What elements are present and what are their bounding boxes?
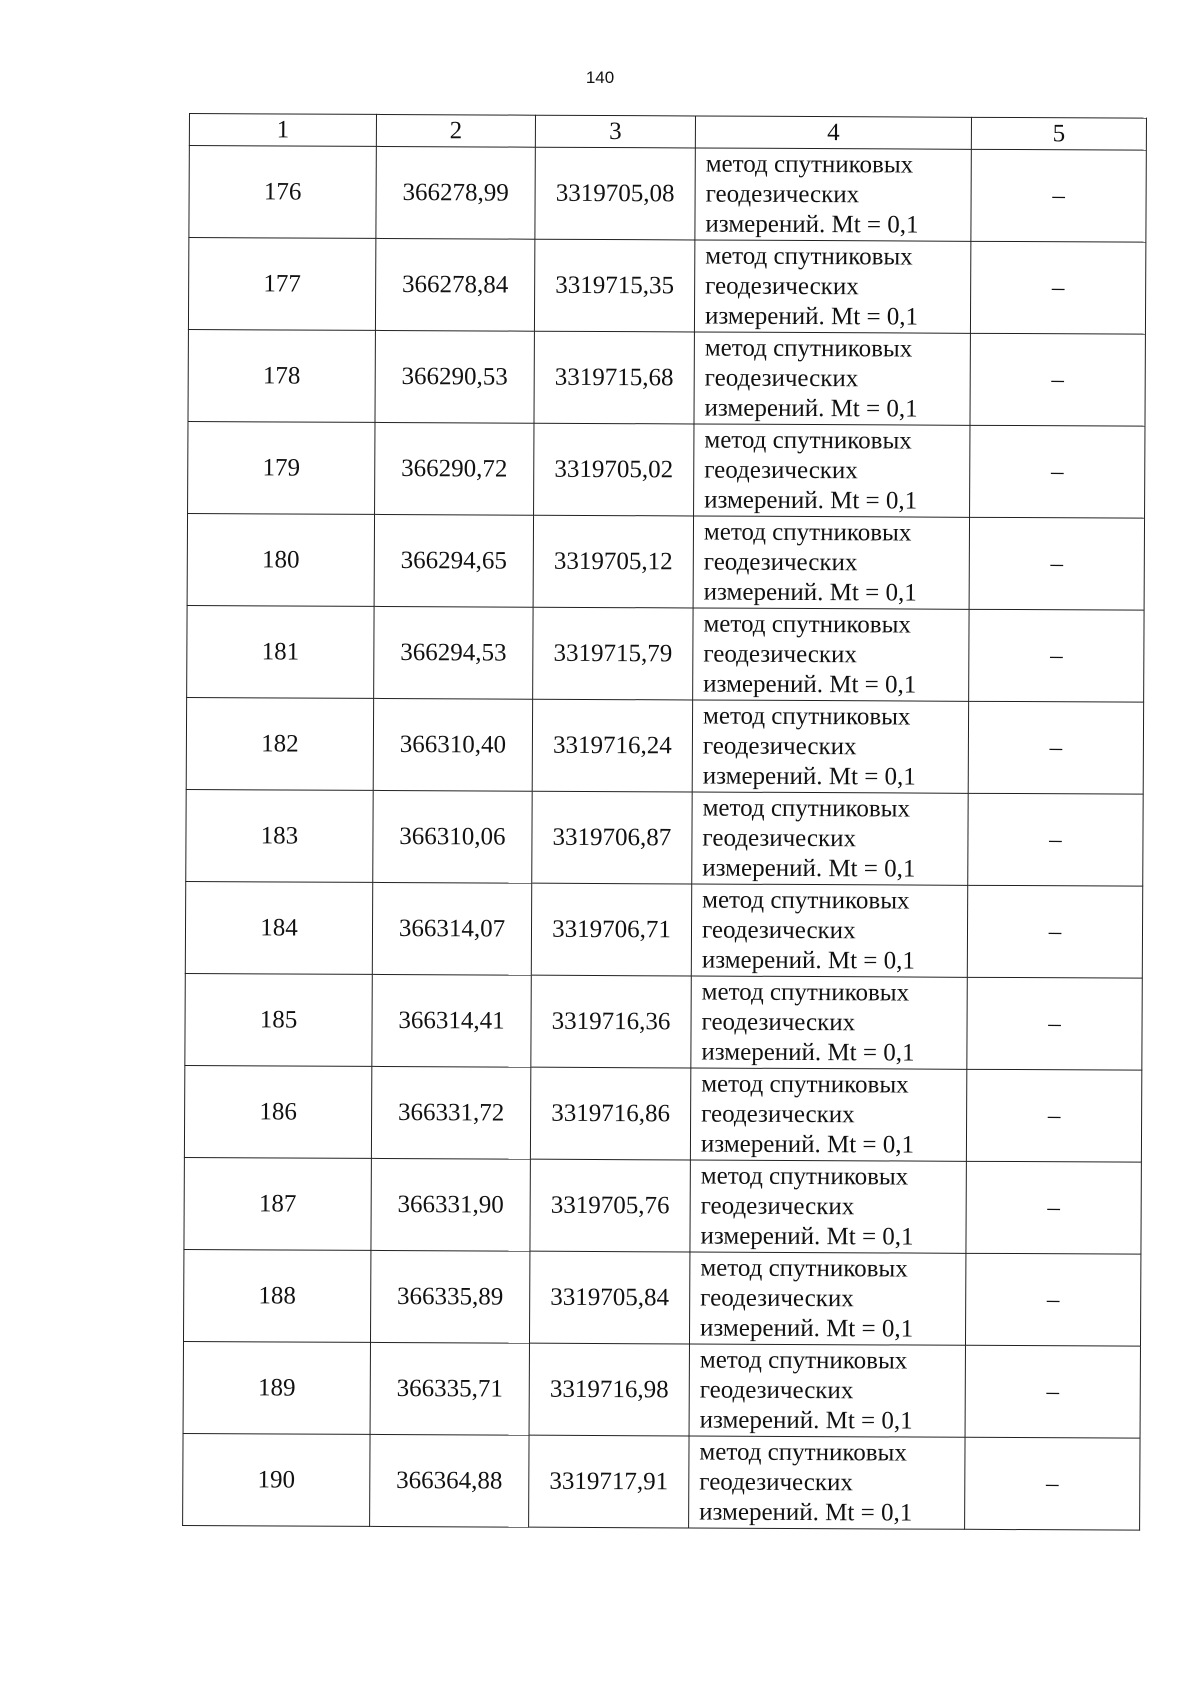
method-text-line: метод спутниковых [701, 978, 910, 1007]
method-text-line: измерений. Mt = 0,1 [702, 762, 916, 791]
y-coordinate-cell: 3319715,35 [534, 239, 694, 332]
method-text-line: измерений. Mt = 0,1 [704, 486, 918, 515]
method-text-line: измерений. Mt = 0,1 [700, 1222, 914, 1251]
table-row [183, 1249, 1140, 1346]
note-cell: – [970, 425, 1145, 518]
method-cell [689, 1344, 965, 1437]
method-cell [694, 332, 970, 425]
page-number: 140 [585, 68, 615, 87]
x-coordinate-cell: 366314,41 [372, 974, 531, 1067]
x-coordinate-cell: 366294,65 [374, 514, 533, 607]
point-number-cell: 177 [188, 238, 375, 331]
table-row [188, 421, 1145, 518]
note-cell: – [969, 517, 1144, 610]
note-cell: – [968, 701, 1143, 794]
method-text-line: геодезических [701, 1008, 856, 1036]
note-cell: – [967, 977, 1142, 1070]
method-text-line: геодезических [701, 1100, 855, 1128]
column-header-2: 2 [376, 114, 535, 147]
method-text-line: геодезических [702, 732, 857, 760]
y-coordinate-cell: 3319705,02 [534, 423, 694, 516]
table-header-row [189, 114, 1146, 151]
table-row [186, 697, 1143, 794]
method-text-line: метод спутниковых [701, 1070, 909, 1099]
note-cell: – [970, 333, 1145, 426]
y-coordinate-cell: 3319716,86 [530, 1067, 690, 1160]
x-coordinate-cell: 366278,84 [375, 238, 534, 331]
table-body [183, 114, 1147, 1531]
method-cell [693, 608, 969, 701]
point-number-cell: 176 [189, 146, 376, 239]
note-cell: – [966, 1069, 1141, 1162]
column-header-5: 5 [971, 117, 1146, 150]
point-number-cell: 183 [186, 789, 373, 882]
method-cell [690, 1160, 966, 1253]
table-row [186, 789, 1143, 886]
table-row [188, 238, 1145, 335]
x-coordinate-cell: 366290,72 [375, 422, 534, 515]
method-cell [692, 792, 968, 885]
method-text-line: метод спутниковых [703, 518, 912, 547]
method-text-line: измерений. Mt = 0,1 [705, 210, 919, 239]
method-cell [694, 240, 970, 333]
x-coordinate-cell: 366364,88 [370, 1434, 529, 1527]
y-coordinate-cell: 3319705,84 [529, 1251, 689, 1344]
method-text-line: геодезических [702, 824, 857, 852]
point-number-cell: 190 [183, 1433, 370, 1526]
y-coordinate-cell: 3319715,79 [533, 607, 693, 700]
method-cell [690, 1068, 966, 1161]
note-cell: – [965, 1437, 1140, 1530]
method-cell [691, 884, 967, 977]
point-number-cell: 187 [184, 1157, 371, 1250]
method-text-line: геодезических [704, 456, 858, 484]
point-number-cell: 188 [183, 1249, 370, 1342]
method-text-line: метод спутниковых [699, 1346, 908, 1375]
table-row [185, 973, 1142, 1070]
method-cell [692, 700, 968, 793]
method-text-line: геодезических [699, 1468, 853, 1496]
y-coordinate-cell: 3319716,36 [531, 975, 691, 1068]
method-text-line: геодезических [701, 916, 856, 944]
y-coordinate-cell: 3319716,98 [529, 1343, 689, 1436]
x-coordinate-cell: 366335,71 [370, 1342, 529, 1435]
method-text-line: геодезических [700, 1192, 855, 1220]
method-cell [689, 1252, 965, 1345]
method-text-line: геодезических [700, 1284, 854, 1312]
table-row [187, 605, 1144, 702]
note-cell: – [967, 885, 1142, 978]
note-cell: – [970, 241, 1145, 334]
column-header-1: 1 [189, 114, 376, 147]
point-number-cell: 178 [188, 329, 375, 422]
point-number-cell: 182 [186, 697, 373, 790]
note-cell: – [966, 1161, 1141, 1254]
point-number-cell: 179 [188, 421, 375, 514]
y-coordinate-cell: 3319705,76 [530, 1159, 690, 1252]
method-text-line: геодезических [703, 640, 858, 668]
method-text-line: измерений. Mt = 0,1 [699, 1498, 913, 1527]
method-text-line: метод спутниковых [700, 1254, 908, 1283]
method-text-line: геодезических [704, 364, 859, 392]
method-text-line: измерений. Mt = 0,1 [703, 670, 917, 699]
method-text-line: измерений. Mt = 0,1 [701, 946, 916, 975]
table-row [184, 1065, 1141, 1162]
method-text-line: метод спутниковых [700, 1162, 909, 1191]
method-text-line: метод спутниковых [702, 702, 911, 731]
method-cell [689, 1436, 965, 1529]
note-cell: – [969, 609, 1144, 702]
method-text-line: геодезических [699, 1376, 854, 1404]
table-row [188, 329, 1145, 426]
x-coordinate-cell: 366331,90 [371, 1158, 530, 1251]
x-coordinate-cell: 366331,72 [371, 1066, 530, 1159]
method-text-line: измерений. Mt = 0,1 [704, 302, 919, 331]
method-cell [695, 148, 971, 241]
y-coordinate-cell: 3319717,91 [529, 1435, 689, 1528]
y-coordinate-cell: 3319705,12 [533, 515, 693, 608]
method-text-line: измерений. Mt = 0,1 [700, 1314, 914, 1343]
method-text-line: измерений. Mt = 0,1 [701, 1038, 915, 1067]
method-text-line: измерений. Mt = 0,1 [703, 578, 917, 607]
table-row [184, 1157, 1141, 1254]
y-coordinate-cell: 3319715,68 [534, 331, 694, 424]
y-coordinate-cell: 3319716,24 [532, 699, 692, 792]
method-text-line: метод спутниковых [705, 150, 914, 179]
method-text-line: измерений. Mt = 0,1 [702, 854, 916, 883]
method-text-line: измерений. Mt = 0,1 [699, 1406, 913, 1435]
method-cell [693, 516, 969, 609]
method-text-line: метод спутниковых [699, 1438, 907, 1467]
note-cell: – [971, 149, 1146, 242]
table-row [183, 1433, 1140, 1530]
x-coordinate-cell: 366278,99 [376, 146, 535, 239]
method-text-line: измерений. Mt = 0,1 [700, 1130, 915, 1159]
method-text-line: измерений. Mt = 0,1 [704, 394, 918, 423]
x-coordinate-cell: 366294,53 [374, 606, 533, 699]
x-coordinate-cell: 366290,53 [375, 330, 534, 423]
method-text-line: метод спутниковых [702, 794, 911, 823]
point-number-cell: 189 [183, 1341, 370, 1434]
column-header-4: 4 [695, 116, 971, 149]
note-cell: – [965, 1253, 1140, 1346]
method-text-line: метод спутниковых [702, 886, 910, 915]
x-coordinate-cell: 366335,89 [370, 1250, 529, 1343]
point-number-cell: 184 [185, 881, 372, 974]
method-cell [694, 424, 970, 517]
point-number-cell: 185 [185, 973, 372, 1066]
point-number-cell: 180 [187, 513, 374, 606]
method-text-line: геодезических [705, 272, 859, 300]
method-text-line: геодезических [703, 548, 858, 576]
method-text-line: геодезических [705, 180, 860, 208]
method-text-line: метод спутниковых [705, 242, 913, 271]
x-coordinate-cell: 366310,40 [373, 698, 532, 791]
note-cell: – [965, 1345, 1140, 1438]
y-coordinate-cell: 3319705,08 [535, 147, 695, 240]
method-text-line: метод спутниковых [704, 334, 913, 363]
table-row [187, 513, 1144, 610]
point-number-cell: 186 [184, 1065, 371, 1158]
table-row [183, 1341, 1140, 1438]
x-coordinate-cell: 366314,07 [372, 882, 531, 975]
y-coordinate-cell: 3319706,87 [532, 791, 692, 884]
x-coordinate-cell: 366310,06 [373, 790, 532, 883]
method-cell [691, 976, 967, 1069]
table-row [189, 146, 1146, 243]
method-text-line: метод спутниковых [703, 610, 911, 639]
point-number-cell: 181 [187, 605, 374, 698]
table-row [185, 881, 1142, 978]
coordinates-table [182, 113, 1147, 1531]
column-header-3: 3 [535, 115, 695, 148]
y-coordinate-cell: 3319706,71 [531, 883, 691, 976]
method-text-line: метод спутниковых [704, 426, 912, 455]
note-cell: – [968, 793, 1143, 886]
